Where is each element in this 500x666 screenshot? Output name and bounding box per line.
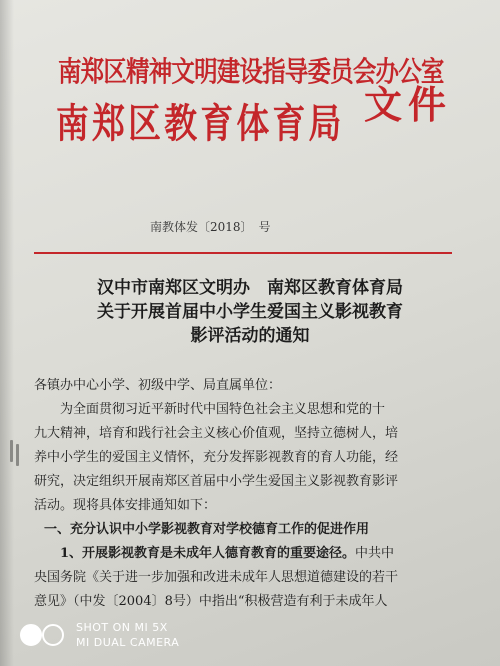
header-issuer-2: 南郑区教育体育局 xyxy=(56,101,345,147)
paragraph-line: 研究，决定组织开展南郑区首届中小学生爱国主义影视教育影评 xyxy=(34,474,399,489)
lens-circle-icon xyxy=(42,624,64,646)
paragraph-line: 为全面贯彻习近平新时代中国特色社会主义思想和党的十 xyxy=(60,402,386,417)
red-divider xyxy=(34,252,452,254)
lens-circle-icon xyxy=(20,624,42,646)
header-document-suffix: 文件 xyxy=(364,82,453,127)
paragraph-line: 养中小学生的爱国主义情怀，充分发挥影视教育的育人功能，经 xyxy=(34,450,399,465)
subsection-line xyxy=(34,542,464,566)
page-edge-shadow xyxy=(0,0,14,666)
camera-watermark xyxy=(20,618,240,654)
paragraph-line: 央国务院《关于进一步加强和改进未成年人思想道德建设的若干 xyxy=(34,570,399,585)
watermark-line: SHOT ON MI 5X xyxy=(76,621,168,634)
document-header xyxy=(52,40,452,160)
notice-body xyxy=(34,374,464,614)
section-heading: 一、充分认识中小学影视教育对学校德育工作的促进作用 xyxy=(44,522,370,537)
title-line: 汉中市南郑区文明办 南郑区教育体育局 xyxy=(97,278,403,298)
header-issuer-1: 南郑区精神文明建设指导委员会办公室 xyxy=(58,55,444,88)
paragraph-line: 意见》（中发〔2004〕8号）中指出“积极营造有利于未成年人 xyxy=(34,594,388,609)
salutation: 各镇办中心小学、初级中学、局直属单位： xyxy=(34,378,282,393)
title-line: 关于开展首届中小学生爱国主义影视教育 xyxy=(97,302,403,322)
title-line: 影评活动的通知 xyxy=(190,326,310,346)
notice-title xyxy=(30,276,470,348)
staple-mark xyxy=(10,440,13,462)
paragraph-line: 九大精神，培育和践行社会主义核心价值观，坚持立德树人，培 xyxy=(34,426,399,441)
document-number: 南教体发〔2018〕 号 xyxy=(150,220,271,234)
paragraph-line: 活动。现将具体安排通知如下： xyxy=(34,498,217,513)
watermark-line: MI DUAL CAMERA xyxy=(76,636,180,649)
subsection-heading: 1、开展影视教育是未成年人德育教育的重要途径。 xyxy=(60,546,356,561)
camera-lens-icon xyxy=(20,624,70,648)
watermark-text xyxy=(76,620,179,650)
staple-mark xyxy=(16,444,19,466)
subsection-text: 中共中 xyxy=(355,546,395,561)
